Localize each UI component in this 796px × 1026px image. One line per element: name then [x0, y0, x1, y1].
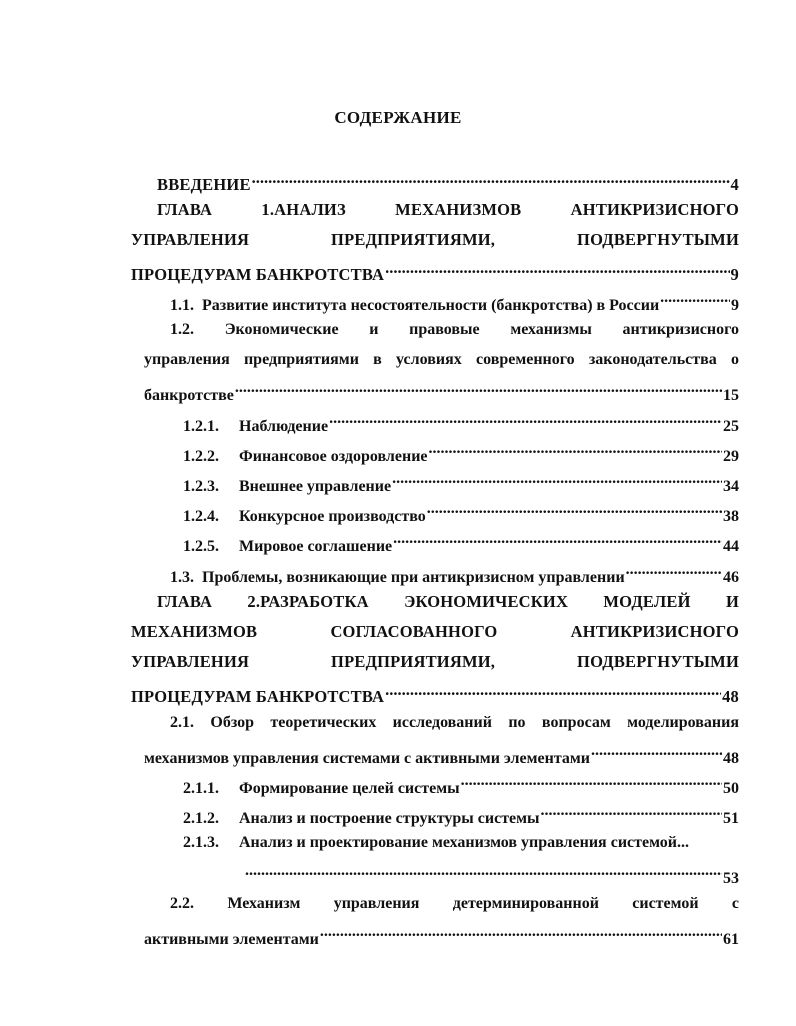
toc-entry-2-1-line-2[interactable]: [144, 743, 739, 767]
toc-label: активными элементами: [144, 931, 319, 948]
toc-leader: [461, 773, 722, 793]
toc-label: Анализ и проектирование механизмов управления системой...: [239, 834, 689, 851]
toc-leader: [329, 411, 722, 431]
toc-label: ВВЕДЕНИЕ: [157, 175, 251, 194]
toc-entry-2-1-line-1[interactable]: 2.1. Обзор теоретических исследований по вопросам моделирования: [170, 714, 739, 731]
toc-label: Анализ и построение структуры системы: [239, 810, 540, 827]
toc-entry-1-1[interactable]: [170, 290, 739, 314]
toc-page: 50: [723, 780, 739, 797]
toc-entry-2-1-1[interactable]: [183, 773, 739, 797]
toc-chapter-2-line-2[interactable]: МЕХАНИЗМОВ СОГЛАСОВАННОГО АНТИКРИЗИСНОГО: [131, 622, 739, 641]
toc-chapter-1-line-2[interactable]: УПРАВЛЕНИЯ ПРЕДПРИЯТИЯМИ, ПОДВЕРГНУТЫМИ: [131, 230, 739, 249]
toc-chapter-2-line-3[interactable]: УПРАВЛЕНИЯ ПРЕДПРИЯТИЯМИ, ПОДВЕРГНУТЫМИ: [131, 652, 739, 671]
toc-entry-1-2-3[interactable]: [183, 471, 739, 495]
toc-label: Формирование целей системы: [239, 780, 460, 797]
toc-leader: [235, 380, 722, 400]
toc-number: 2.1.2.: [183, 810, 219, 827]
toc-leader: [252, 170, 730, 190]
toc-entry-2-1-3-line-2[interactable]: [244, 863, 739, 887]
toc-entry-1-2-2[interactable]: [183, 441, 739, 465]
toc-leader: [320, 924, 722, 944]
toc-entry-1-2-4[interactable]: [183, 501, 739, 525]
toc-page: 48: [723, 750, 739, 767]
toc-page: 34: [723, 478, 739, 495]
toc-label: Развитие института несостоятельности (банкротства) в России: [202, 297, 660, 314]
toc-number: 2.1.3.: [183, 834, 219, 851]
toc-number: 2.1.1.: [183, 780, 219, 797]
toc-entry-1-2-1[interactable]: [183, 411, 739, 435]
toc-entry-2-1-2[interactable]: [183, 803, 739, 827]
toc-page: 44: [723, 538, 739, 555]
toc-label: Финансовое оздоровление: [239, 448, 428, 465]
toc-leader: [626, 562, 722, 582]
toc-page: 25: [723, 418, 739, 435]
toc-entry-1-3[interactable]: [170, 562, 739, 586]
toc-chapter-2-line-4[interactable]: [131, 682, 739, 706]
toc-label: механизмов управления системами с активными элементами: [144, 750, 591, 767]
toc-leader: [393, 531, 722, 551]
toc-page: 15: [723, 387, 739, 404]
toc-page: 9: [731, 297, 739, 314]
toc-leader: [245, 863, 722, 883]
toc-page: 51: [723, 810, 739, 827]
toc-page: 29: [723, 448, 739, 465]
toc-entry-1-2-line-2[interactable]: управления предприятиями в условиях современного законодательства о: [144, 351, 739, 368]
toc-leader: [541, 803, 722, 823]
toc-page: 38: [723, 508, 739, 525]
toc-page: 53: [723, 870, 739, 887]
toc-chapter-2-line-1[interactable]: ГЛАВА 2.РАЗРАБОТКА ЭКОНОМИЧЕСКИХ МОДЕЛЕЙ И: [157, 592, 739, 611]
toc-page: 4: [730, 175, 739, 194]
toc-entry-intro[interactable]: [157, 170, 739, 194]
toc-page: 48: [722, 687, 739, 706]
toc-number: 1.3.: [170, 569, 194, 586]
toc-number: 1.2.4.: [183, 508, 219, 525]
toc-label: ПРОЦЕДУРАМ БАНКРОТСТВА: [131, 687, 385, 706]
toc-number: 1.2.1.: [183, 418, 219, 435]
toc-leader: [429, 441, 722, 461]
toc-entry-1-2-5[interactable]: [183, 531, 739, 555]
toc-chapter-1-line-3[interactable]: [131, 260, 739, 284]
toc-page: 9: [730, 265, 739, 284]
toc-label: Внешнее управление: [239, 478, 392, 495]
toc-leader: [660, 290, 730, 310]
toc-chapter-1-line-1[interactable]: ГЛАВА 1.АНАЛИЗ МЕХАНИЗМОВ АНТИКРИЗИСНОГО: [157, 200, 739, 219]
toc-leader: [591, 743, 722, 763]
toc-number: 1.2.2.: [183, 448, 219, 465]
toc-entry-2-2-line-2[interactable]: [144, 924, 739, 948]
toc-leader: [392, 471, 722, 491]
toc-entry-2-1-3-line-1[interactable]: [183, 833, 739, 853]
toc-label: Конкурсное производство: [239, 508, 426, 525]
toc-number: 1.2.3.: [183, 478, 219, 495]
toc-page: 61: [723, 931, 739, 948]
toc-leader: [385, 682, 721, 702]
toc-page: 46: [723, 569, 739, 586]
toc-leader: [385, 260, 729, 280]
toc-label: ПРОЦЕДУРАМ БАНКРОТСТВА: [131, 265, 385, 284]
toc-entry-2-2-line-1[interactable]: 2.2. Механизм управления детерминированной системой с: [170, 895, 739, 912]
toc-entry-1-2-line-1[interactable]: 1.2. Экономические и правовые механизмы антикризисного: [170, 321, 739, 338]
toc-leader: [427, 501, 722, 521]
toc-label: банкротстве: [144, 387, 234, 404]
page-title: СОДЕРЖАНИЕ: [334, 108, 462, 127]
toc-number: 1.2.5.: [183, 538, 219, 555]
toc-number: 1.1.: [170, 297, 194, 314]
toc-label: Проблемы, возникающие при антикризисном управлении: [202, 569, 625, 586]
toc-label: Наблюдение: [239, 418, 329, 435]
toc-entry-1-2-line-3[interactable]: [144, 380, 739, 404]
toc-label: Мировое соглашение: [239, 538, 393, 555]
